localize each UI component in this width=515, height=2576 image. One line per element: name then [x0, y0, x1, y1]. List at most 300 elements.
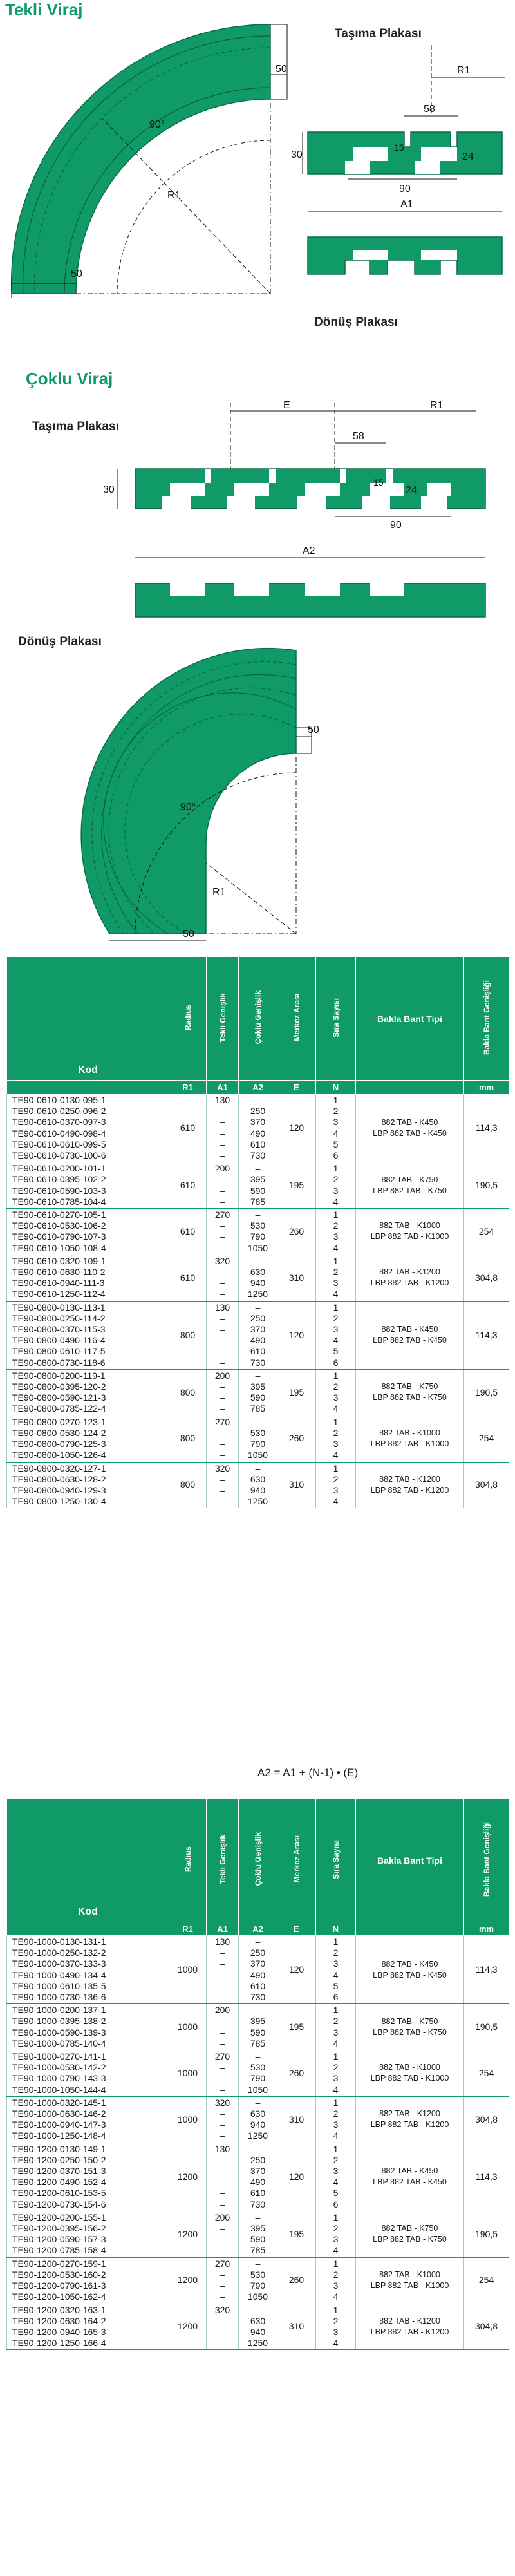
cell-kod-line: TE90-0610-0370-097-3	[12, 1117, 106, 1128]
cell-a2-line: 590	[250, 2027, 266, 2038]
unit-mm: mm	[464, 1922, 509, 1936]
cell-e: 195	[277, 2004, 316, 2050]
cell-kod-line: TE90-1200-0790-161-3	[12, 2280, 106, 2291]
cell-kod-line: TE90-1000-0130-131-1	[12, 1937, 106, 1947]
cell-n-line: 4	[333, 2177, 339, 2188]
cell-r1: 1000	[169, 2004, 207, 2050]
cell-a1-value: 270	[214, 2258, 230, 2269]
cell-n-line: 1	[333, 1095, 339, 1105]
cell-e: 120	[277, 2143, 316, 2211]
cell-kod-line: TE90-1200-0630-164-2	[12, 2315, 106, 2326]
plate1-a1: A1	[400, 199, 413, 210]
cell-a1-value: 270	[214, 1416, 230, 1427]
cell-n	[316, 2211, 356, 2257]
table-row	[7, 1936, 509, 2004]
cell-r1: 1000	[169, 1936, 207, 2004]
cell-kod-line: TE90-1200-0130-149-1	[12, 2143, 106, 2154]
cell-kod-line: TE90-0610-0785-104-4	[12, 1196, 106, 1207]
cell-n-line: 3	[333, 1231, 339, 1242]
cell-n-line: 6	[333, 1992, 339, 2003]
cell-kod-line: TE90-0800-1250-130-4	[12, 1496, 106, 1507]
cell-n-line: 4	[333, 2130, 339, 2141]
cell-kod-line: TE90-0610-0730-100-6	[12, 1150, 106, 1161]
unit-r1: R1	[169, 1081, 207, 1094]
header-bakla-bant-genisligi: Bakla Bant Genişliği	[464, 957, 509, 1081]
cell-a2-line: 395	[250, 2223, 266, 2234]
unit-e: E	[277, 1922, 316, 1936]
cell-n	[316, 1255, 356, 1301]
cell-kod-line: TE90-1200-0250-150-2	[12, 2154, 106, 2165]
cell-belt	[356, 1162, 464, 1209]
diagram2-dim-50-bottom: 50	[183, 929, 194, 940]
multi-curve-diagram	[103, 650, 335, 947]
header-tekli-genislik: Tekli Genişlik	[207, 957, 239, 1081]
cell-a1	[207, 2143, 239, 2211]
cell-kod	[7, 1094, 169, 1162]
cell-a2-line: 730	[250, 1992, 266, 2003]
cell-kod-line: TE90-1000-0250-132-2	[12, 1947, 106, 1958]
cell-kod-line: TE90-0610-0790-107-3	[12, 1231, 106, 1242]
cell-a1-dash: –	[220, 2119, 225, 2130]
cell-a2-line: –	[255, 1937, 261, 1947]
cell-n-line: 4	[333, 1450, 339, 1461]
formula-a2: A2 = A1 + (N-1) • (E)	[258, 1766, 359, 1779]
cell-n	[316, 1209, 356, 1255]
cell-r1: 1200	[169, 2211, 207, 2257]
cell-n-line: 4	[333, 1403, 339, 1414]
cell-belt-line: LBP 882 TAB - K1000	[370, 2074, 449, 2083]
cell-kod-line: TE90-1000-0370-133-3	[12, 1958, 106, 1969]
cell-n	[316, 2004, 356, 2050]
cell-a2-line: –	[255, 2051, 261, 2062]
cell-a1-value: 200	[214, 1163, 230, 1174]
cell-n-line: 2	[333, 2269, 339, 2280]
cell-kod-line: TE90-1000-0530-142-2	[12, 2062, 106, 2073]
cell-a2-line: 370	[250, 1117, 266, 1128]
cell-kod-line: TE90-0610-0940-111-3	[12, 1278, 105, 1289]
cell-kod-line: TE90-1000-0940-147-3	[12, 2119, 106, 2130]
cell-n-line: 3	[333, 1185, 339, 1196]
cell-a2-line: 1050	[247, 1242, 268, 1253]
cell-n	[316, 2304, 356, 2350]
cell-n-line: 2	[333, 1106, 339, 1117]
cell-a2-line: 730	[250, 1150, 266, 1161]
cell-mm: 254	[464, 2257, 509, 2304]
cell-a1	[207, 2050, 239, 2097]
cell-a2-line: 590	[250, 1392, 266, 1403]
cell-a2-line: –	[255, 2143, 261, 2154]
cell-n-line: 1	[333, 1255, 339, 1266]
cell-kod-line: TE90-1200-0530-160-2	[12, 2269, 106, 2280]
cell-a2-line: 790	[250, 2073, 266, 2084]
cell-n	[316, 1369, 356, 1416]
cell-a2	[239, 1094, 277, 1162]
cell-belt-line: 882 TAB - K1000	[379, 2063, 440, 2072]
cell-a2-line: 1250	[247, 2130, 268, 2141]
cell-mm: 254	[464, 2050, 509, 2097]
cell-kod	[7, 1162, 169, 1209]
single-curve-diagram	[0, 19, 303, 296]
cell-kod-line: TE90-1200-0490-152-4	[12, 2177, 106, 2188]
cell-n-line: 1	[333, 2005, 339, 2016]
cell-kod-line: TE90-1200-0590-157-3	[12, 2234, 106, 2245]
cell-kod-line: TE90-0610-0610-099-5	[12, 1139, 106, 1150]
cell-e: 260	[277, 2050, 316, 2097]
cell-n-line: 4	[333, 1242, 339, 1253]
cell-a2-line: 530	[250, 2269, 266, 2280]
unit-e: E	[277, 1081, 316, 1094]
cell-a1-dash: –	[220, 2084, 225, 2095]
cell-a1-dash: –	[220, 1969, 225, 1980]
plate2-d90: 90	[390, 520, 402, 531]
cell-n-line: 3	[333, 2234, 339, 2245]
cell-a2-line: 590	[250, 1185, 266, 1196]
cell-a2-line: 610	[250, 1346, 266, 1357]
header-coklu-genislik: Çoklu Genişlik	[239, 957, 277, 1081]
cell-kod	[7, 2143, 169, 2211]
cell-a2-line: 1250	[247, 1289, 268, 1300]
cell-e: 310	[277, 2304, 316, 2350]
cell-a2-line: 785	[250, 1403, 266, 1414]
cell-n-line: 2	[333, 2315, 339, 2326]
header-sira-sayisi: Sıra Sayısı	[316, 1799, 356, 1922]
cell-n	[316, 1462, 356, 1508]
cell-a2	[239, 1209, 277, 1255]
cell-r1: 610	[169, 1255, 207, 1301]
cell-mm: 114,3	[464, 1094, 509, 1162]
cell-r1: 800	[169, 1416, 207, 1462]
cell-a1-dash: –	[220, 2154, 225, 2165]
cell-a1-dash: –	[220, 1278, 225, 1289]
diagram2-dim-50-top: 50	[308, 724, 319, 735]
cell-a1-dash: –	[220, 2280, 225, 2291]
cell-belt-line: LBP 882 TAB - K750	[373, 2235, 447, 2244]
cell-kod-line: TE90-0610-1050-108-4	[12, 1242, 106, 1253]
cell-belt-line: 882 TAB - K1200	[379, 2109, 440, 2119]
cell-a1-dash: –	[220, 1335, 225, 1346]
cell-belt	[356, 1255, 464, 1301]
cell-n-line: 3	[333, 1324, 339, 1335]
cell-kod-line: TE90-1000-0610-135-5	[12, 1980, 106, 1991]
cell-kod-line: TE90-0800-0320-127-1	[12, 1463, 106, 1473]
cell-a1-dash: –	[220, 1992, 225, 2003]
unit-a1: A1	[207, 1922, 239, 1936]
cell-n-line: 1	[333, 2304, 339, 2315]
cell-kod-line: TE90-1200-1050-162-4	[12, 2291, 106, 2302]
cell-a2-line: 490	[250, 1128, 266, 1139]
cell-a2	[239, 1936, 277, 2004]
cell-belt-line: 882 TAB - K750	[381, 1175, 438, 1184]
table-row	[7, 1162, 509, 1209]
header-radius: Radius	[169, 957, 207, 1081]
cell-n-line: 2	[333, 1381, 339, 1392]
cell-a2-line: 785	[250, 2245, 266, 2256]
cell-a2-line: –	[255, 1463, 261, 1473]
cell-a1-value: 320	[214, 1255, 230, 1266]
cell-a1-dash: –	[220, 2245, 225, 2256]
cell-kod-line: TE90-0800-0790-125-3	[12, 1439, 106, 1450]
cell-a1-dash: –	[220, 1450, 225, 1461]
cell-n-line: 2	[333, 1312, 339, 1323]
cell-a2-line: –	[255, 1163, 261, 1174]
cell-a1-dash: –	[220, 1312, 225, 1323]
cell-a2-line: 530	[250, 1220, 266, 1231]
cell-n-line: 4	[333, 2291, 339, 2302]
plate1-d58: 58	[424, 104, 435, 115]
cell-kod-line: TE90-0800-0130-113-1	[12, 1302, 106, 1312]
cell-a1	[207, 1301, 239, 1369]
unit-a1: A1	[207, 1081, 239, 1094]
cell-mm: 254	[464, 1416, 509, 1462]
cell-n-line: 2	[333, 2016, 339, 2027]
cell-kod-line: TE90-0610-0250-096-2	[12, 1106, 106, 1117]
cell-n-line: 1	[333, 1302, 339, 1312]
section-title-coklu-viraj: Çoklu Viraj	[26, 369, 113, 388]
header-bakla-bant-genisligi: Bakla Bant Genişliği	[464, 1799, 509, 1922]
cell-belt-line: LBP 882 TAB - K450	[373, 1970, 447, 1980]
cell-e: 195	[277, 1369, 316, 1416]
cell-kod-line: TE90-1000-1250-148-4	[12, 2130, 106, 2141]
cell-belt	[356, 1094, 464, 1162]
cell-a2-line: –	[255, 1209, 261, 1220]
cell-n	[316, 2143, 356, 2211]
cell-a2-line: 630	[250, 1473, 266, 1484]
cell-n-line: 2	[333, 2223, 339, 2234]
cell-kod-line: TE90-0610-0590-103-3	[12, 1185, 106, 1196]
cell-a2-line: –	[255, 2097, 261, 2108]
cell-a1	[207, 1416, 239, 1462]
cell-n-line: 3	[333, 1439, 339, 1450]
table-row	[7, 1301, 509, 1369]
cell-r1: 610	[169, 1094, 207, 1162]
cell-n-line: 5	[333, 1139, 339, 1150]
cell-kod-line: TE90-1200-0610-153-5	[12, 2188, 106, 2199]
cell-a2	[239, 2304, 277, 2350]
dim-50-top: 50	[276, 64, 287, 75]
cell-n-line: 2	[333, 2154, 339, 2165]
cell-belt-line: 882 TAB - K750	[381, 2224, 438, 2233]
cell-kod-line: TE90-0610-0530-106-2	[12, 1220, 106, 1231]
cell-n-line: 2	[333, 1473, 339, 1484]
cell-kod	[7, 1209, 169, 1255]
cell-a1-dash: –	[220, 2062, 225, 2073]
unit-blank	[7, 1081, 169, 1094]
cell-a2-line: 785	[250, 2038, 266, 2049]
cell-belt-line: 882 TAB - K450	[381, 1959, 438, 1969]
cell-n-line: 3	[333, 2073, 339, 2084]
cell-a1-dash: –	[220, 2038, 225, 2049]
cell-a2-line: –	[255, 2005, 261, 2016]
cell-a2-line: –	[255, 2304, 261, 2315]
cell-belt-line: 882 TAB - K1000	[379, 1221, 440, 1231]
cell-e: 195	[277, 1162, 316, 1209]
cell-a1-dash: –	[220, 2130, 225, 2141]
cell-kod-line: TE90-1200-0730-154-6	[12, 2199, 106, 2210]
cell-belt	[356, 1936, 464, 2004]
plate1-d90: 90	[399, 184, 411, 194]
cell-mm: 190,5	[464, 2004, 509, 2050]
cell-a1-dash: –	[220, 1403, 225, 1414]
header-kod: Kod	[7, 1799, 169, 1922]
plate2-a2: A2	[303, 545, 315, 556]
cell-belt-line: 882 TAB - K1200	[379, 2316, 440, 2325]
cell-belt	[356, 2304, 464, 2350]
section-title-tekli-viraj: Tekli Viraj	[5, 0, 83, 19]
cell-n-line: 1	[333, 1370, 339, 1381]
cell-kod	[7, 2050, 169, 2097]
cell-belt-line: LBP 882 TAB - K450	[373, 1336, 447, 1345]
table-row	[7, 2304, 509, 2350]
cell-a1-dash: –	[220, 2315, 225, 2326]
unit-a2: A2	[239, 1081, 277, 1094]
cell-a1-dash: –	[220, 2188, 225, 2199]
cell-a1-dash: –	[220, 1174, 225, 1185]
cell-belt	[356, 2211, 464, 2257]
cell-n-line: 1	[333, 2258, 339, 2269]
carry-plate-drawing	[291, 45, 515, 316]
cell-n-line: 3	[333, 2280, 339, 2291]
subtitle-donus-plakasi: Dönüş Plakası	[314, 316, 398, 329]
cell-a2-line: 630	[250, 2108, 266, 2119]
table-row	[7, 1462, 509, 1508]
plate1-r1: R1	[457, 65, 471, 76]
table-row	[7, 2211, 509, 2257]
cell-a2-line: 530	[250, 2062, 266, 2073]
cell-belt	[356, 1209, 464, 1255]
cell-kod	[7, 2211, 169, 2257]
cell-r1: 1200	[169, 2143, 207, 2211]
cell-belt-line: LBP 882 TAB - K450	[373, 2177, 447, 2187]
cell-r1: 610	[169, 1209, 207, 1255]
cell-a1-dash: –	[220, 2073, 225, 2084]
cell-a1	[207, 1369, 239, 1416]
cell-a2-line: 370	[250, 1958, 266, 1969]
cell-n-line: 6	[333, 1357, 339, 1368]
cell-n-line: 1	[333, 1463, 339, 1473]
table-row	[7, 2096, 509, 2143]
cell-a2	[239, 1255, 277, 1301]
cell-kod-line: TE90-1000-0395-138-2	[12, 2016, 106, 2027]
plate2-r1: R1	[430, 400, 444, 411]
cell-a2-line: 250	[250, 1947, 266, 1958]
cell-kod-line: TE90-0800-0785-122-4	[12, 1403, 106, 1414]
cell-a1-value: 130	[214, 1095, 230, 1105]
cell-mm: 254	[464, 1209, 509, 1255]
table-row	[7, 2143, 509, 2211]
cell-e: 260	[277, 2257, 316, 2304]
unit-belt-blank	[356, 1922, 464, 1936]
cell-a2-line: 395	[250, 1381, 266, 1392]
cell-e: 120	[277, 1094, 316, 1162]
cell-kod	[7, 2257, 169, 2304]
unit-mm: mm	[464, 1081, 509, 1094]
cell-n-line: 2	[333, 2062, 339, 2073]
cell-a1	[207, 2304, 239, 2350]
cell-a1-dash: –	[220, 1484, 225, 1495]
plate1-d24: 24	[462, 151, 474, 162]
cell-a1-dash: –	[220, 1357, 225, 1368]
cell-e: 310	[277, 2096, 316, 2143]
cell-a2-line: 1250	[247, 2338, 268, 2349]
cell-belt-line: 882 TAB - K450	[381, 1325, 438, 1334]
cell-a1-dash: –	[220, 2166, 225, 2177]
dim-50-bottom: 50	[71, 269, 82, 279]
cell-r1: 1000	[169, 2096, 207, 2143]
cell-a2	[239, 2050, 277, 2097]
cell-a2	[239, 2257, 277, 2304]
cell-kod	[7, 2304, 169, 2350]
angle-label: 90°	[149, 119, 165, 130]
cell-a2-line: –	[255, 1302, 261, 1312]
cell-e: 120	[277, 1936, 316, 2004]
cell-kod-line: TE90-1000-0730-136-6	[12, 1992, 106, 2003]
cell-a1-value: 270	[214, 2051, 230, 2062]
cell-belt	[356, 1369, 464, 1416]
cell-n-line: 3	[333, 2326, 339, 2337]
plate2-d58: 58	[353, 431, 364, 442]
table-row	[7, 1255, 509, 1301]
cell-kod-line: TE90-0610-0270-105-1	[12, 1209, 106, 1220]
cell-a2-line: 790	[250, 1439, 266, 1450]
cell-kod-line: TE90-0800-0200-119-1	[12, 1370, 106, 1381]
radius-label: R1	[167, 190, 181, 201]
cell-a2	[239, 2143, 277, 2211]
cell-belt	[356, 1301, 464, 1369]
cell-a1-dash: –	[220, 1150, 225, 1161]
cell-mm: 114,3	[464, 2143, 509, 2211]
cell-kod-line: TE90-1200-0395-156-2	[12, 2223, 106, 2234]
header-sira-sayisi: Sıra Sayısı	[316, 957, 356, 1081]
header-merkez-arasi: Merkez Arası	[277, 1799, 316, 1922]
cell-a2-line: 490	[250, 1969, 266, 1980]
cell-belt-line: LBP 882 TAB - K1200	[370, 1278, 449, 1288]
cell-a1	[207, 1936, 239, 2004]
cell-n-line: 6	[333, 2199, 339, 2210]
cell-a2	[239, 1162, 277, 1209]
cell-a2-line: 1250	[247, 1496, 268, 1507]
cell-a1-value: 270	[214, 1209, 230, 1220]
cell-a1-dash: –	[220, 1220, 225, 1231]
cell-e: 260	[277, 1209, 316, 1255]
cell-a1-dash: –	[220, 1947, 225, 1958]
cell-belt-line: 882 TAB - K1000	[379, 1428, 440, 1438]
cell-e: 120	[277, 1301, 316, 1369]
cell-kod-line: TE90-1200-0270-159-1	[12, 2258, 106, 2269]
cell-a2-line: 730	[250, 2199, 266, 2210]
cell-n-line: 2	[333, 1220, 339, 1231]
cell-n	[316, 2050, 356, 2097]
cell-a1-value: 320	[214, 1463, 230, 1473]
cell-a2-line: 610	[250, 2188, 266, 2199]
cell-a1-dash: –	[220, 2234, 225, 2245]
cell-kod	[7, 2096, 169, 2143]
cell-a1-dash: –	[220, 1106, 225, 1117]
cell-n-line: 2	[333, 2108, 339, 2119]
cell-kod-line: TE90-0800-0370-115-3	[12, 1324, 106, 1335]
cell-a1-dash: –	[220, 1117, 225, 1128]
cell-n-line: 3	[333, 2119, 339, 2130]
cell-n-line: 1	[333, 1416, 339, 1427]
cell-n-line: 5	[333, 1980, 339, 1991]
cell-n-line: 3	[333, 1392, 339, 1403]
cell-n-line: 1	[333, 2211, 339, 2222]
cell-mm: 304,8	[464, 1255, 509, 1301]
cell-mm: 304,8	[464, 2096, 509, 2143]
subtitle-donus-plakasi-2: Dönüş Plakası	[18, 635, 102, 649]
header-bakla-bant-tipi: Bakla Bant Tipi	[356, 1799, 464, 1922]
cell-e: 310	[277, 1255, 316, 1301]
cell-mm: 114,3	[464, 1301, 509, 1369]
